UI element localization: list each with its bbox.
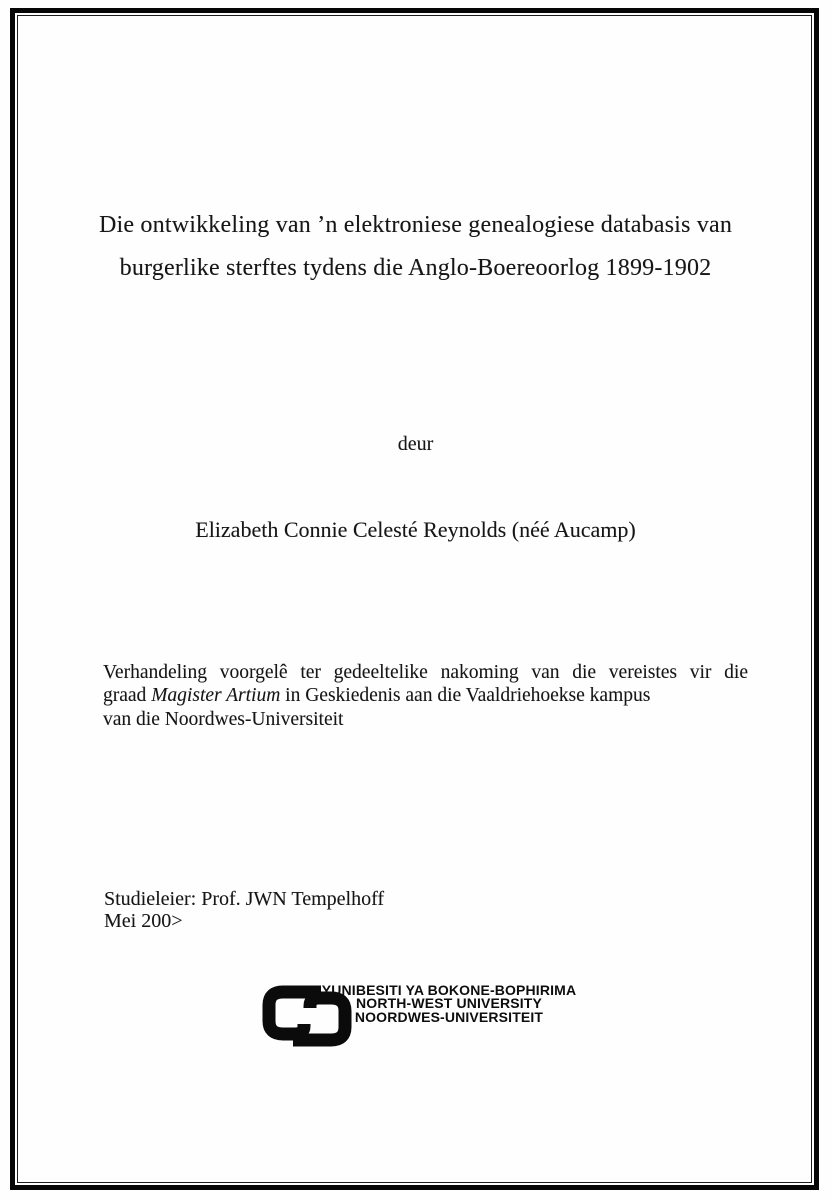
byline: deur bbox=[397, 433, 434, 455]
degree-statement-line2 bbox=[103, 684, 748, 707]
date-line: Mei 200> bbox=[104, 910, 183, 932]
university-logo bbox=[257, 977, 587, 1059]
degree-statement-line1: Verhandeling voorgelê ter gedeeltelike nakoming van die vereistes vir die bbox=[103, 662, 748, 683]
logo-afrikaans-name: NOORDWES-UNIVERSITEIT bbox=[354, 1008, 544, 1025]
degree-line2-degree-name: Magister Artium bbox=[151, 685, 281, 707]
logo-setswana-name: YUNIBESITI YA BOKONE-BOPHIRIMA bbox=[321, 982, 577, 998]
thesis-title-line2: burgerlike sterftes tydens die Anglo-Boereoorlog 1899-1902 bbox=[119, 255, 712, 281]
author-name: Elizabeth Connie Celesté Reynolds (néé Aucamp) bbox=[195, 517, 636, 542]
degree-statement-line3: van die Noordwes-Universiteit bbox=[103, 708, 344, 730]
thesis-title bbox=[84, 204, 747, 290]
degree-line2-suffix: in Geskiedenis aan die Vaaldriehoekse kampus bbox=[280, 685, 651, 707]
supervisor-line: Studieleier: Prof. JWN Tempelhoff bbox=[104, 888, 385, 910]
degree-statement bbox=[103, 661, 748, 731]
degree-line2-prefix: graad bbox=[103, 685, 152, 707]
university-logo-text bbox=[319, 984, 579, 1024]
thesis-title-line1: Die ontwikkeling van ’n elektroniese genealogiese databasis van bbox=[98, 212, 733, 238]
logo-english-name: NORTH-WEST UNIVERSITY bbox=[356, 995, 542, 1012]
